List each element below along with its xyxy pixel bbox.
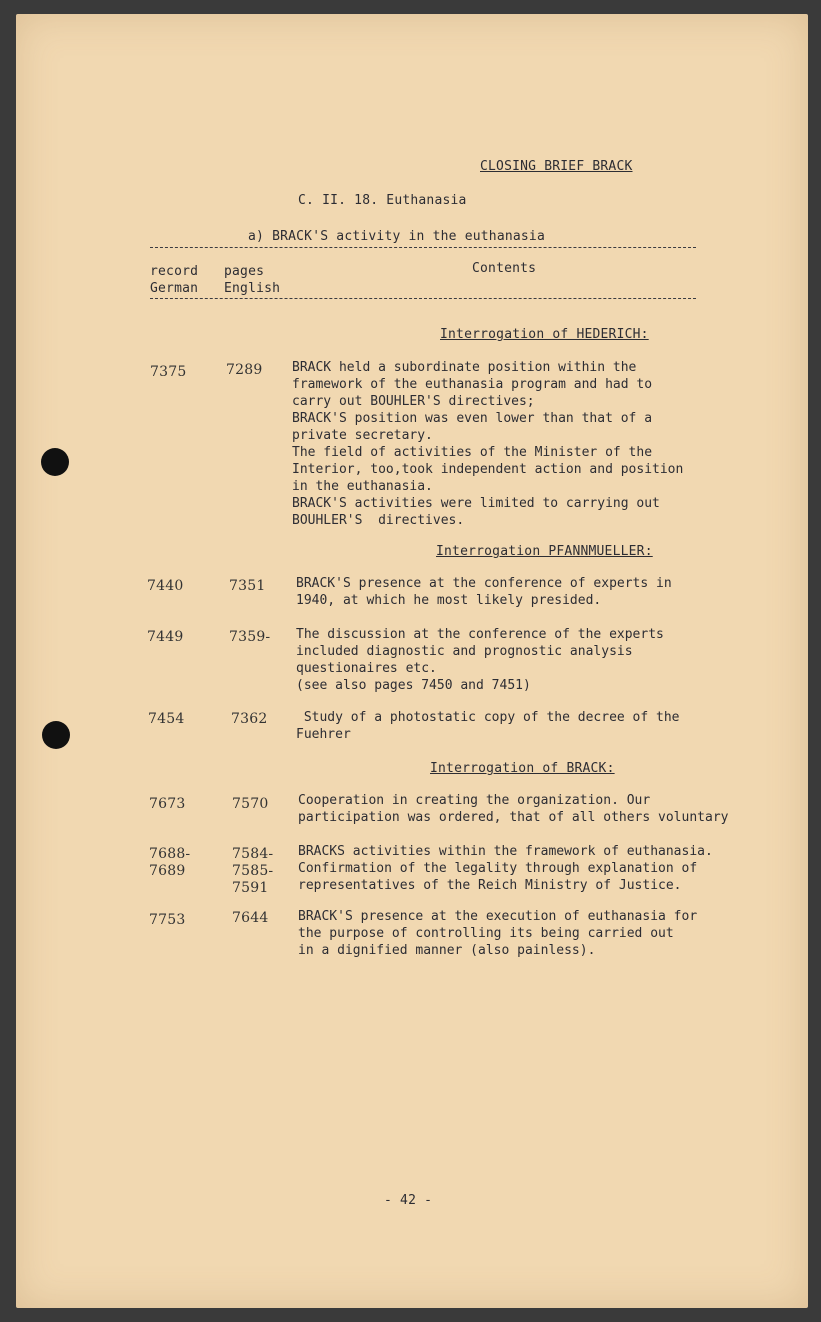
content-line: The field of activities of the Minister of the [292,445,653,460]
content-line: Cooperation in creating the organization. Our [298,793,651,808]
content-line: in a dignified manner (also painless). [298,943,596,958]
group-heading: Interrogation PFANNMUELLER: [436,544,653,559]
record-number: 7440 [147,578,184,594]
record-number: 7673 [149,796,186,812]
content-line: private secretary. [292,428,433,443]
content-line: (see also pages 7450 and 7451) [296,678,531,693]
content-line: representatives of the Reich Ministry of Justice. [298,878,682,893]
content-line: 1940, at which he most likely presided. [296,593,602,608]
content-line: in the euthanasia. [292,479,433,494]
content-line: BRACK'S presence at the execution of euthanasia for [298,909,698,924]
page-number-english: 7644 [232,910,269,926]
rule-bottom [150,298,696,299]
group-heading: Interrogation of HEDERICH: [440,327,649,342]
punch-hole [42,721,70,749]
content-line: Confirmation of the legality through explanation of [298,861,698,876]
page-number-english: 7289 [226,362,263,378]
record-number: 7454 [148,711,185,727]
col-record-2: German [150,281,199,296]
rule-top [150,247,696,248]
page-number-english: 7570 [232,796,269,812]
col-contents: Contents [472,261,537,276]
row-contents [298,792,728,826]
col-pages-2: English [224,281,281,296]
record-number: 7375 [150,364,187,380]
row-contents [296,575,672,609]
content-line: Fuehrer [296,727,351,742]
row-contents [298,843,713,894]
content-line: the purpose of controlling its being carried out [298,926,674,941]
record-number: 7688- [149,846,191,862]
page-number-english: 7584- [232,846,274,862]
content-line: BRACK'S activities were limited to carrying out [292,496,660,511]
content-line: Interior, too,took independent action and position [292,462,684,477]
content-line: questionaires etc. [296,661,437,676]
page-number-english: 7351 [229,578,266,594]
content-line: BRACK'S position was even lower than that of a [292,411,653,426]
page-number-english: 7591 [232,880,269,896]
group-heading: Interrogation of BRACK: [430,761,615,776]
content-line: BRACK held a subordinate position within the [292,360,637,375]
content-line: included diagnostic and prognostic analysis [296,644,633,659]
page-number-english: 7362 [231,711,268,727]
row-contents [292,359,683,529]
content-line: carry out BOUHLER'S directives; [292,394,535,409]
content-line: The discussion at the conference of the experts [296,627,664,642]
record-number: 7449 [147,629,184,645]
col-record-1: record [150,264,199,279]
row-contents [296,709,680,743]
row-contents [298,908,697,959]
page-number: - 42 - [384,1193,433,1208]
row-contents [296,626,664,694]
content-line: Study of a photostatic copy of the decree of the [296,710,680,725]
punch-hole [41,448,69,476]
section-title: C. II. 18. Euthanasia [298,193,467,208]
page-number-english: 7359- [229,629,271,645]
content-line: framework of the euthanasia program and had to [292,377,653,392]
document-header: CLOSING BRIEF BRACK [480,159,633,174]
subsection-title: a) BRACK'S activity in the euthanasia [248,229,545,244]
content-line: BRACKS activities within the framework of euthanasia. [298,844,713,859]
content-line: BOUHLER'S directives. [292,513,465,528]
content-line: BRACK'S presence at the conference of experts in [296,576,672,591]
record-number: 7753 [149,912,186,928]
page-number-english: 7585- [232,863,274,879]
col-pages-1: pages [224,264,265,279]
content-line: participation was ordered, that of all others voluntary [298,810,729,825]
record-number: 7689 [149,863,186,879]
